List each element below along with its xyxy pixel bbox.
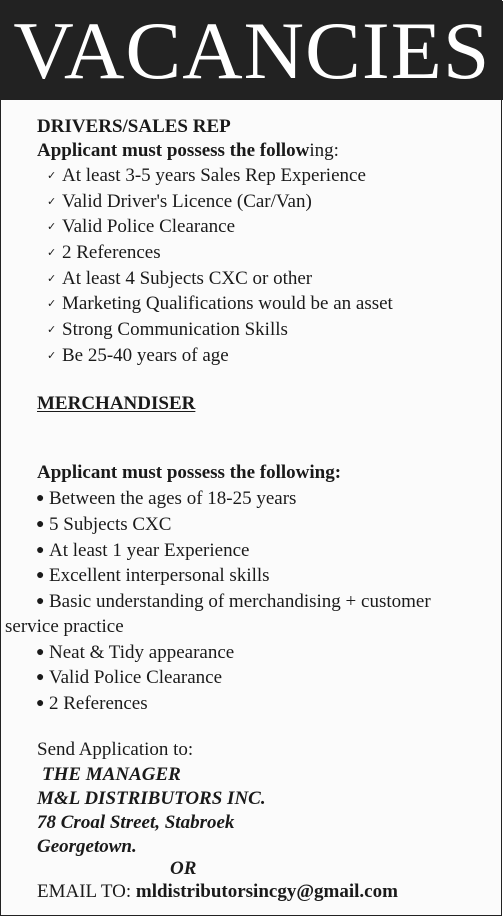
merchandiser-intro: Applicant must possess the following: — [37, 462, 342, 483]
bullet-icon: ● — [36, 670, 45, 685]
bullet-icon: ● — [36, 517, 45, 532]
merchandiser-heading: MERCHANDISER — [37, 393, 196, 414]
check-icon: ✓ — [47, 324, 57, 336]
title-banner — [1, 1, 503, 100]
check-icon: ✓ — [47, 247, 57, 259]
bullet-icon: ● — [36, 696, 45, 711]
merchandiser-item-continued: service practice — [5, 616, 124, 637]
street-address: 78 Croal Street, Stabroek — [37, 812, 235, 833]
check-icon: ✓ — [47, 298, 57, 310]
drivers-heading: DRIVERS/SALES REP — [37, 116, 231, 137]
merchandiser-item: Neat & Tidy appearance — [49, 642, 235, 663]
company-name: M&L DISTRIBUTORS INC. — [37, 788, 266, 809]
email-address[interactable]: mldistributorsincgy@gmail.com — [135, 881, 398, 902]
drivers-intro: Applicant must possess the following: — [37, 140, 339, 161]
merchandiser-item: Valid Police Clearance — [49, 667, 223, 688]
check-icon: ✓ — [47, 350, 57, 362]
send-application-label: Send Application to: — [37, 739, 194, 760]
or-separator: OR — [170, 858, 197, 879]
drivers-item: Strong Communication Skills — [62, 319, 288, 340]
merchandiser-item: 2 References — [49, 693, 148, 714]
drivers-item: At least 3-5 years Sales Rep Experience — [62, 165, 366, 186]
drivers-item: Be 25-40 years of age — [62, 345, 229, 366]
merchandiser-item: Between the ages of 18-25 years — [49, 488, 297, 509]
merchandiser-item: Basic understanding of merchandising + customer — [49, 591, 431, 612]
check-icon: ✓ — [47, 273, 57, 285]
email-label: EMAIL TO: — [37, 881, 132, 902]
email-line — [37, 881, 398, 903]
bullet-icon: ● — [36, 568, 45, 583]
bullet-icon: ● — [36, 543, 45, 558]
drivers-item: 2 References — [62, 242, 161, 263]
check-icon: ✓ — [47, 196, 57, 208]
merchandiser-item: Excellent interpersonal skills — [49, 565, 270, 586]
bullet-icon: ● — [36, 491, 45, 506]
drivers-item: Valid Police Clearance — [62, 216, 236, 237]
drivers-item: At least 4 Subjects CXC or other — [62, 268, 313, 289]
drivers-item: Valid Driver's Licence (Car/Van) — [62, 191, 312, 212]
city: Georgetown. — [37, 836, 137, 857]
merchandiser-item: At least 1 year Experience — [49, 540, 250, 561]
bullet-icon: ● — [36, 594, 45, 609]
recipient-name: THE MANAGER — [42, 764, 181, 785]
check-icon: ✓ — [47, 170, 57, 182]
drivers-item: Marketing Qualifications would be an asset — [62, 293, 393, 314]
merchandiser-item: 5 Subjects CXC — [49, 514, 172, 535]
check-icon: ✓ — [47, 221, 57, 233]
bullet-icon: ● — [36, 645, 45, 660]
page-title: VACANCIES — [13, 4, 491, 96]
